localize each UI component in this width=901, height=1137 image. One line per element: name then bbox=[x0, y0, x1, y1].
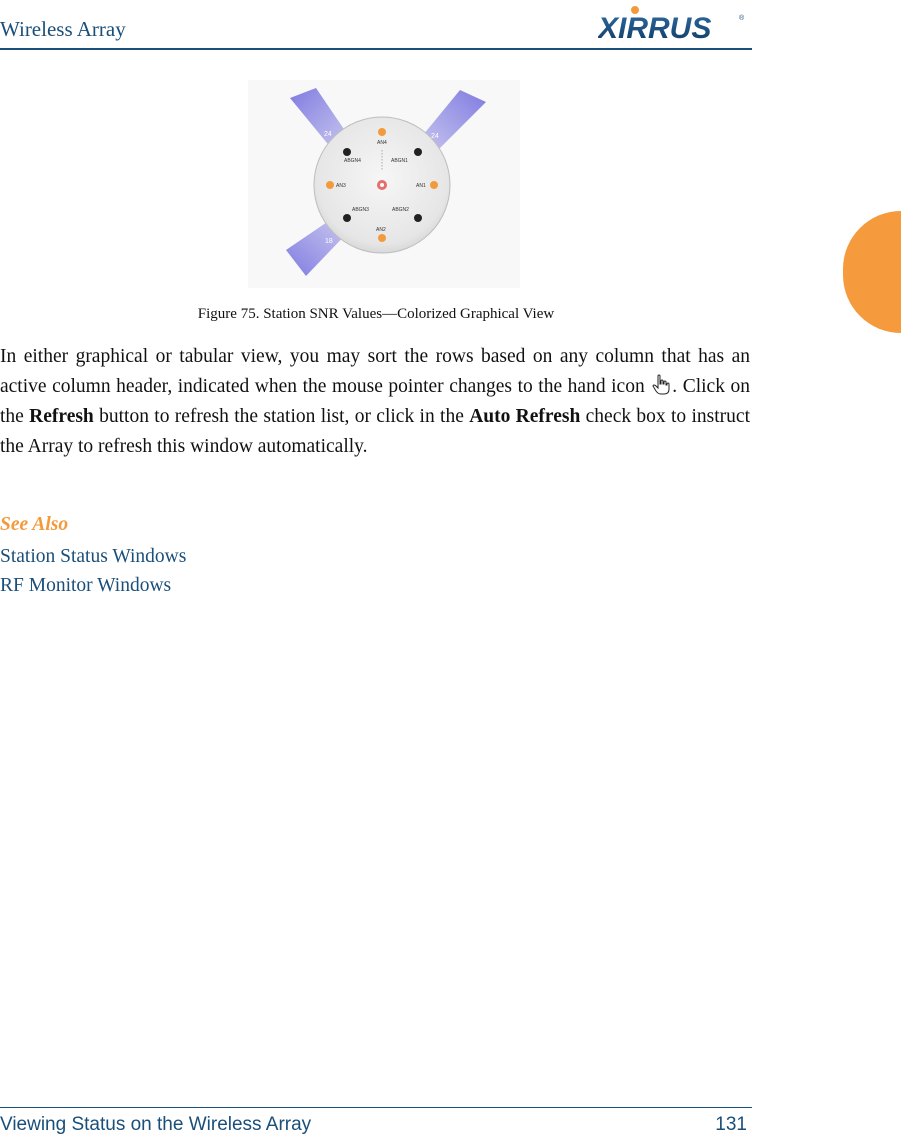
footer-section-title: Viewing Status on the Wireless Array bbox=[0, 1114, 312, 1135]
xirrus-logo bbox=[598, 5, 748, 43]
chapter-tab-marker bbox=[843, 211, 901, 333]
an1-dot bbox=[430, 181, 438, 189]
figure-caption: Figure 75. Station SNR Values—Colorized Graphical View bbox=[197, 306, 555, 322]
station-snr-graphic bbox=[248, 80, 520, 288]
abgn1-dot bbox=[414, 148, 422, 156]
an4-dot bbox=[378, 128, 386, 136]
an3-dot bbox=[326, 181, 334, 189]
link-rf-monitor-windows[interactable]: RF Monitor Windows bbox=[0, 575, 172, 596]
svg-text:ABGN2: ABGN2 bbox=[392, 207, 409, 213]
header-divider bbox=[0, 48, 752, 50]
svg-text:18: 18 bbox=[325, 238, 333, 245]
svg-text:®: ® bbox=[739, 15, 745, 22]
abgn3-dot bbox=[343, 214, 351, 222]
an2-dot bbox=[378, 234, 386, 242]
header-title: Wireless Array bbox=[0, 17, 126, 41]
svg-text:AN1: AN1 bbox=[416, 183, 426, 189]
svg-text:AN4: AN4 bbox=[377, 140, 387, 146]
svg-text:ABGN3: ABGN3 bbox=[352, 207, 369, 213]
svg-text:ABGN1: ABGN1 bbox=[391, 158, 408, 164]
body-paragraph: In either graphical or tabular view, you may sort the rows based on any column that has an active column header, indicated when the mouse pointer changes to the hand icon . Click on the Refresh button to refresh the station list, or click in the Auto Refresh check box to instruct the Array to refresh this window automatically. bbox=[0, 346, 750, 457]
see-also-heading: See Also bbox=[0, 514, 69, 535]
footer-divider bbox=[0, 1107, 752, 1108]
svg-text:24: 24 bbox=[324, 131, 332, 138]
svg-text:ABGN4: ABGN4 bbox=[344, 158, 361, 164]
svg-text:XIRRUS: XIRRUS bbox=[598, 12, 712, 43]
svg-text:24: 24 bbox=[431, 133, 439, 140]
abgn2-dot bbox=[414, 214, 422, 222]
page-number: 131 bbox=[715, 1114, 747, 1135]
svg-text:AN3: AN3 bbox=[336, 183, 346, 189]
abgn4-dot bbox=[343, 148, 351, 156]
svg-text:AN2: AN2 bbox=[376, 227, 386, 233]
link-station-status-windows[interactable]: Station Status Windows bbox=[0, 546, 187, 567]
hand-pointer-icon bbox=[651, 374, 671, 396]
